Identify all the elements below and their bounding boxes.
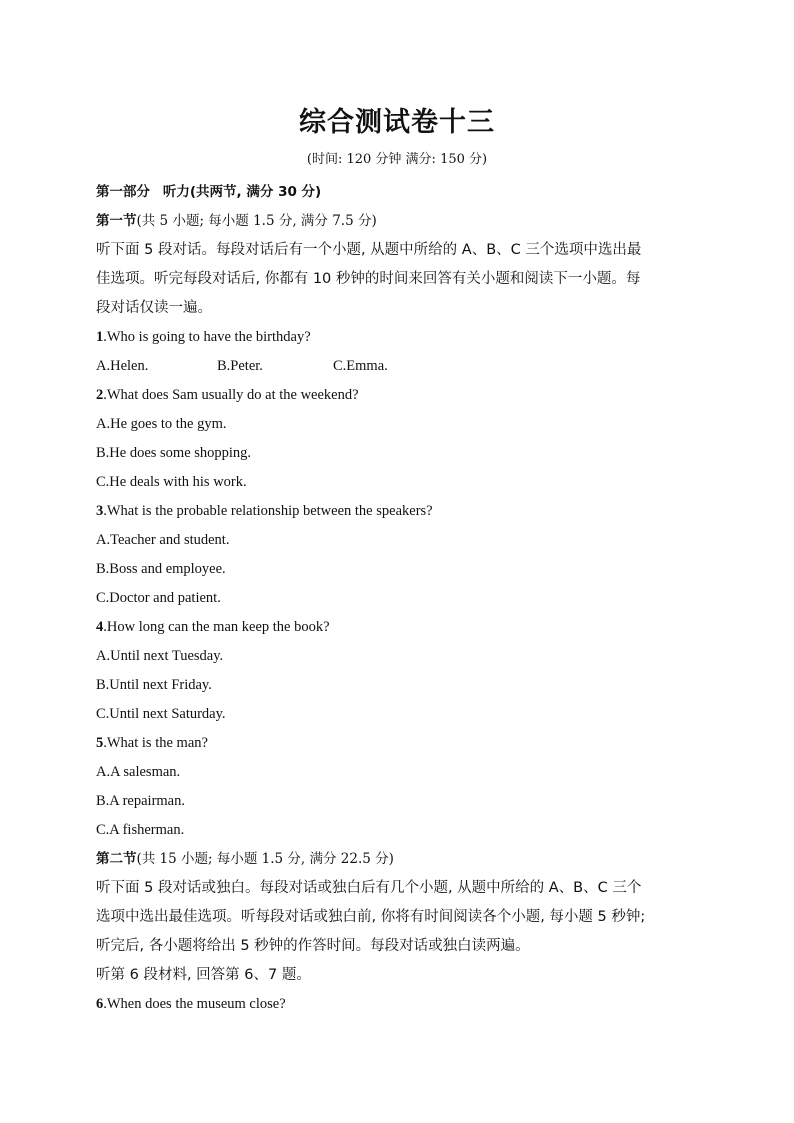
section1-instruction-line: 听下面 5 段对话。每段对话后有一个小题, 从题中所给的 A、B、C 三个选项中选出最 (96, 242, 642, 258)
option-b: B.Until next Friday. (96, 677, 212, 693)
page-title: 综合测试卷十三 (299, 107, 495, 138)
question-text: .What does Sam usually do at the weekend? (103, 387, 359, 403)
question-number: 6 (96, 996, 104, 1012)
option-a: A.Helen. (96, 358, 149, 374)
section1-heading (96, 207, 696, 236)
question-text: .What is the probable relationship between the speakers? (103, 503, 433, 519)
option-b: B.Boss and employee. (96, 561, 226, 577)
question-6 (96, 990, 696, 1019)
question-5 (96, 729, 696, 758)
option-c: C.A fisherman. (96, 822, 185, 838)
section2-instruction-line: 听下面 5 段对话或独白。每段对话或独白后有几个小题, 从题中所给的 A、B、C 三个 (96, 880, 642, 896)
option-c: C.He deals with his work. (96, 474, 247, 490)
question-number: 2 (96, 387, 104, 403)
section1-instruction-line: 佳选项。听完每段对话后, 你都有 10 秒钟的时间来回答有关小题和阅读下一小题。每 (96, 271, 641, 287)
question-text: .How long can the man keep the book? (103, 619, 330, 635)
section2-heading (96, 845, 696, 874)
option-a: A.A salesman. (96, 764, 181, 780)
option-b: B.A repairman. (96, 793, 185, 809)
question-number: 3 (96, 503, 104, 519)
part1-heading (96, 178, 696, 207)
question-number: 5 (96, 735, 104, 751)
option-a: A.Until next Tuesday. (96, 648, 224, 664)
question-1-options (96, 352, 696, 381)
question-text: .What is the man? (103, 735, 208, 751)
question-text: .When does the museum close? (103, 996, 286, 1012)
question-3 (96, 497, 696, 526)
part1-name: 听力(共两节, 满分 30 分) (162, 184, 322, 200)
section2-label: 第二节 (96, 851, 137, 867)
section1-desc: (共 5 小题; 每小题 1.5 分, 满分 7.5 分) (136, 213, 377, 229)
exam-content (96, 178, 696, 1019)
question-1 (96, 323, 696, 352)
exam-time-score: (时间: 120 分钟 满分: 150 分) (306, 152, 488, 167)
section1-label: 第一节 (96, 213, 137, 229)
part1-label: 第一部分 (96, 184, 150, 200)
material-note: 听第 6 段材料, 回答第 6、7 题。 (96, 967, 311, 983)
option-c: C.Emma. (333, 358, 388, 374)
section2-instruction-line: 选项中选出最佳选项。听每段对话或独白前, 你将有时间阅读各个小题, 每小题 5 秒钟; (96, 909, 646, 925)
section2-desc: (共 15 小题; 每小题 1.5 分, 满分 22.5 分) (136, 851, 394, 867)
option-b: B.Peter. (217, 358, 263, 374)
option-a: A.Teacher and student. (96, 532, 230, 548)
question-2 (96, 381, 696, 410)
section1-instruction-line: 段对话仅读一遍。 (96, 300, 212, 316)
question-4 (96, 613, 696, 642)
question-number: 4 (96, 619, 104, 635)
question-number: 1 (96, 329, 104, 345)
question-text: .Who is going to have the birthday? (103, 329, 311, 345)
section2-instruction-line: 听完后, 各小题将给出 5 秒钟的作答时间。每段对话或独白读两遍。 (96, 938, 530, 954)
option-b: B.He does some shopping. (96, 445, 252, 461)
option-c: C.Doctor and patient. (96, 590, 221, 606)
option-a: A.He goes to the gym. (96, 416, 227, 432)
option-c: C.Until next Saturday. (96, 706, 226, 722)
